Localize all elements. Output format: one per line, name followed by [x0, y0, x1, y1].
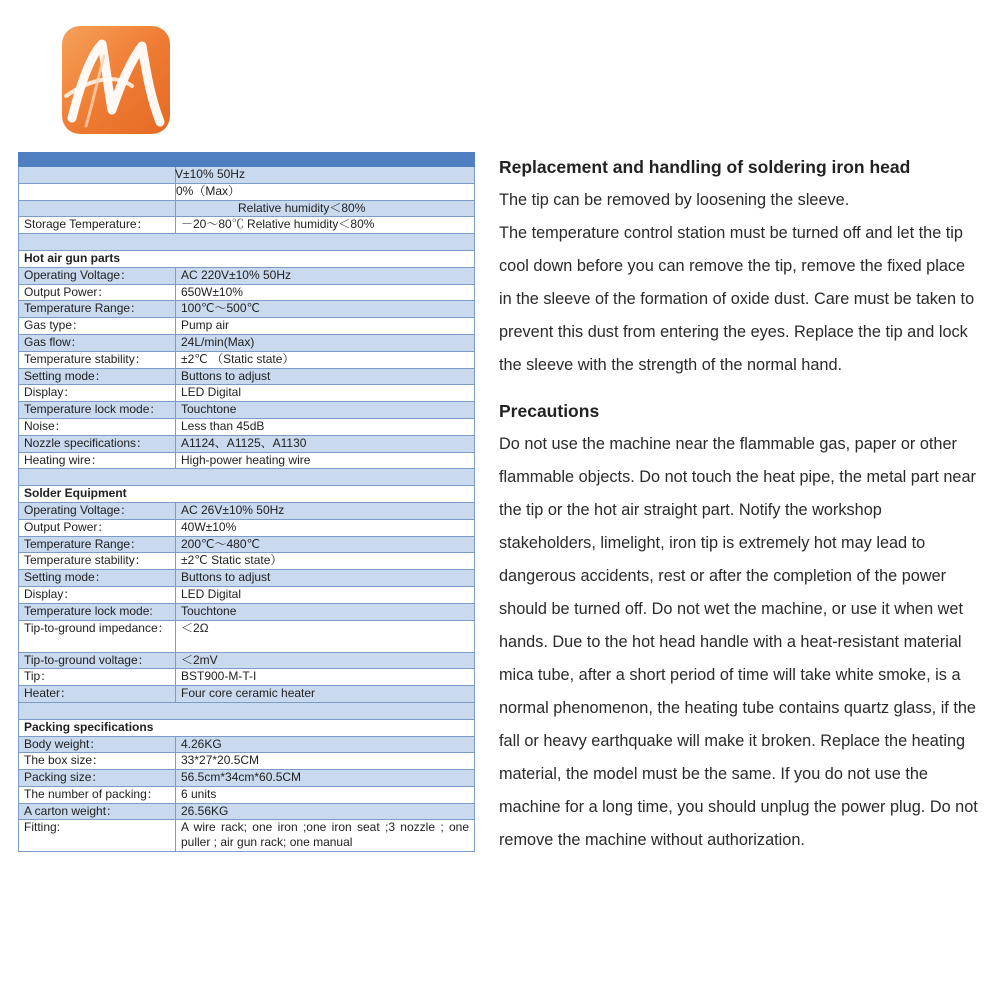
spec-label: Heating wire：: [19, 452, 176, 469]
spec-value: 200℃～480℃: [176, 536, 475, 553]
spec-label: Temperature stability：: [19, 351, 176, 368]
spec-label: A carton weight：: [19, 803, 176, 820]
spec-label: Operating Voltage：: [19, 502, 176, 519]
spec-value: Touchtone: [176, 603, 475, 620]
spec-value: 33*27*20.5CM: [176, 753, 475, 770]
spec-label: Gas flow：: [19, 334, 176, 351]
spec-value: 100℃～500℃: [176, 301, 475, 318]
paragraph: The temperature control station must be turned off and let the tip cool down before you can remove the tip, remove the fixed place in the sleeve of the formation of oxide dust. Care must be taken to prevent this dust from entering the eyes. Replace the tip and lock the sleeve with the strength of the normal hand.: [499, 224, 975, 374]
spacer-cell: [19, 234, 475, 251]
table-row: [19, 301, 475, 318]
table-row: [19, 452, 475, 469]
spec-value: 6 units: [176, 786, 475, 803]
paragraph: Do not use the machine near the flammable gas, paper or other flammable objects. Do not touch the heat pipe, the metal part near the tip or the hot air straight part. Notify the workshop stakeholders, limelight, iron tip is extremely hot may lead to dangerous accidents, rest or after the completion of the power should be turned off. Do not wet the machine, or use it when wet hands. Due to the hot head handle with a heat-resistant material mica tube, after a short period of time will take white smoke, is a normal phenomenon, the heating tube contains quartz glass, if the fall or heavy earthquake will make it broken. Replace the heating material, the model must be the same. If you do not use the machine for a long time, you should unplug the power plug. Do not remove the machine without authorization.: [499, 435, 978, 849]
spec-label: Temperature Range：: [19, 536, 176, 553]
table-row: [19, 284, 475, 301]
table-row: [19, 586, 475, 603]
spec-value: ＜2mV: [176, 652, 475, 669]
spec-value: Buttons to adjust: [176, 570, 475, 587]
spec-label: The box size：: [19, 753, 176, 770]
spec-value: AC 26V±10% 50Hz: [176, 502, 475, 519]
table-row: [19, 786, 475, 803]
table-row: [19, 570, 475, 587]
table-row: [19, 167, 475, 184]
spec-value: Less than 45dB: [176, 418, 475, 435]
spec-table: [18, 152, 475, 852]
spec-label: Heater：: [19, 686, 176, 703]
spec-value: 650W±10%: [176, 284, 475, 301]
table-spacer-row: [19, 702, 475, 719]
spec-label: Tip：: [19, 669, 176, 686]
spec-table-body: [19, 153, 475, 852]
spec-value: [176, 183, 475, 200]
spec-value: 26.56KG: [176, 803, 475, 820]
spec-value-text: 0%（Max）: [176, 183, 241, 198]
spec-label: Temperature stability：: [19, 553, 176, 570]
table-section-header: [19, 719, 475, 736]
spec-value: [176, 167, 475, 184]
spec-value: Buttons to adjust: [176, 368, 475, 385]
spec-value: ±2℃ Static state）: [176, 553, 475, 570]
spec-label: Temperature lock mode:: [19, 603, 176, 620]
spec-value: LED Digital: [176, 586, 475, 603]
spacer: [499, 382, 979, 394]
table-row: [19, 753, 475, 770]
table-row: [19, 435, 475, 452]
spec-label: Temperature Range：: [19, 301, 176, 318]
table-section-header: [19, 486, 475, 503]
table-row: [19, 183, 475, 200]
spec-label: Output Power：: [19, 284, 176, 301]
table-row: [19, 502, 475, 519]
spec-label: Operating Voltage：: [19, 267, 176, 284]
spec-value: Four core ceramic heater: [176, 686, 475, 703]
spec-label: Setting mode：: [19, 368, 176, 385]
section-title: Packing specifications: [19, 719, 475, 736]
momo-logo-mark: [62, 26, 170, 134]
spec-value: A1124、A1125、A1130: [176, 435, 475, 452]
table-row: [19, 669, 475, 686]
table-row: [19, 519, 475, 536]
spec-label: [19, 200, 176, 217]
spec-value: High-power heating wire: [176, 452, 475, 469]
spec-label: Noise：: [19, 418, 176, 435]
table-row: [19, 318, 475, 335]
section-title: Hot air gun parts: [19, 250, 475, 267]
spec-label: Tip-to-ground voltage：: [19, 652, 176, 669]
spec-value: BST900-M-T-I: [176, 669, 475, 686]
spec-value: [176, 200, 475, 217]
spec-label: Fitting:: [19, 820, 176, 852]
table-row: [19, 385, 475, 402]
table-row: [19, 200, 475, 217]
table-row: [19, 553, 475, 570]
spec-label: Display：: [19, 586, 176, 603]
spec-value: Touchtone: [176, 402, 475, 419]
spec-value: Pump air: [176, 318, 475, 335]
table-row: [19, 418, 475, 435]
table-spacer-row: [19, 469, 475, 486]
spec-value: 40W±10%: [176, 519, 475, 536]
spec-value: ±2℃ （Static state）: [176, 351, 475, 368]
spec-value: ＜2Ω: [176, 620, 475, 652]
spec-value: －20～80℃ Relative humidity＜80%: [176, 217, 475, 234]
spec-label: [19, 167, 176, 184]
spec-value: AC 220V±10% 50Hz: [176, 267, 475, 284]
table-row: [19, 351, 475, 368]
spec-label: Body weight：: [19, 736, 176, 753]
spec-value: 4.26KG: [176, 736, 475, 753]
spec-label: [19, 183, 176, 200]
table-row: [19, 267, 475, 284]
spec-label: Packing size：: [19, 770, 176, 787]
spec-label: Storage Temperature：: [19, 217, 176, 234]
section-title-precautions: Precautions: [499, 401, 600, 421]
article: [499, 150, 979, 857]
spec-label: Nozzle specifications：: [19, 435, 176, 452]
table-row: [19, 217, 475, 234]
table-row: [19, 368, 475, 385]
spec-label: The number of packing：: [19, 786, 176, 803]
table-header-bar: [19, 153, 475, 167]
spec-value: 24L/min(Max): [176, 334, 475, 351]
table-row: [19, 652, 475, 669]
spec-label: Tip-to-ground impedance：: [19, 620, 176, 652]
spacer-cell: [19, 702, 475, 719]
spec-value: 56.5cm*34cm*60.5CM: [176, 770, 475, 787]
spec-value: LED Digital: [176, 385, 475, 402]
spec-label: Setting mode：: [19, 570, 176, 587]
table-spacer-row: [19, 234, 475, 251]
table-row: [19, 536, 475, 553]
paragraph: The tip can be removed by loosening the sleeve.: [499, 191, 850, 209]
header-bar-cell: [19, 153, 475, 167]
spacer-cell: [19, 469, 475, 486]
table-row: [19, 820, 475, 852]
table-row: [19, 770, 475, 787]
table-row: [19, 686, 475, 703]
spec-value: A wire rack; one iron ;one iron seat ;3 nozzle ; one puller ; air gun rack; one manual: [176, 820, 475, 852]
spec-label: Display：: [19, 385, 176, 402]
table-row: [19, 402, 475, 419]
section-title-replacement: Replacement and handling of soldering iron head: [499, 157, 911, 177]
spec-label: Gas type：: [19, 318, 176, 335]
spec-value-text: V±10% 50Hz: [175, 167, 245, 181]
momo-logo-icon: [62, 26, 170, 134]
spec-label: Temperature lock mode：: [19, 402, 176, 419]
table-section-header: [19, 250, 475, 267]
table-row: [19, 620, 475, 652]
table-row: [19, 736, 475, 753]
table-row: [19, 334, 475, 351]
section-title: Solder Equipment: [19, 486, 475, 503]
table-row: [19, 803, 475, 820]
spec-label: Output Power：: [19, 519, 176, 536]
spec-value-text: Relative humidity＜80%: [238, 200, 366, 215]
table-row: [19, 603, 475, 620]
